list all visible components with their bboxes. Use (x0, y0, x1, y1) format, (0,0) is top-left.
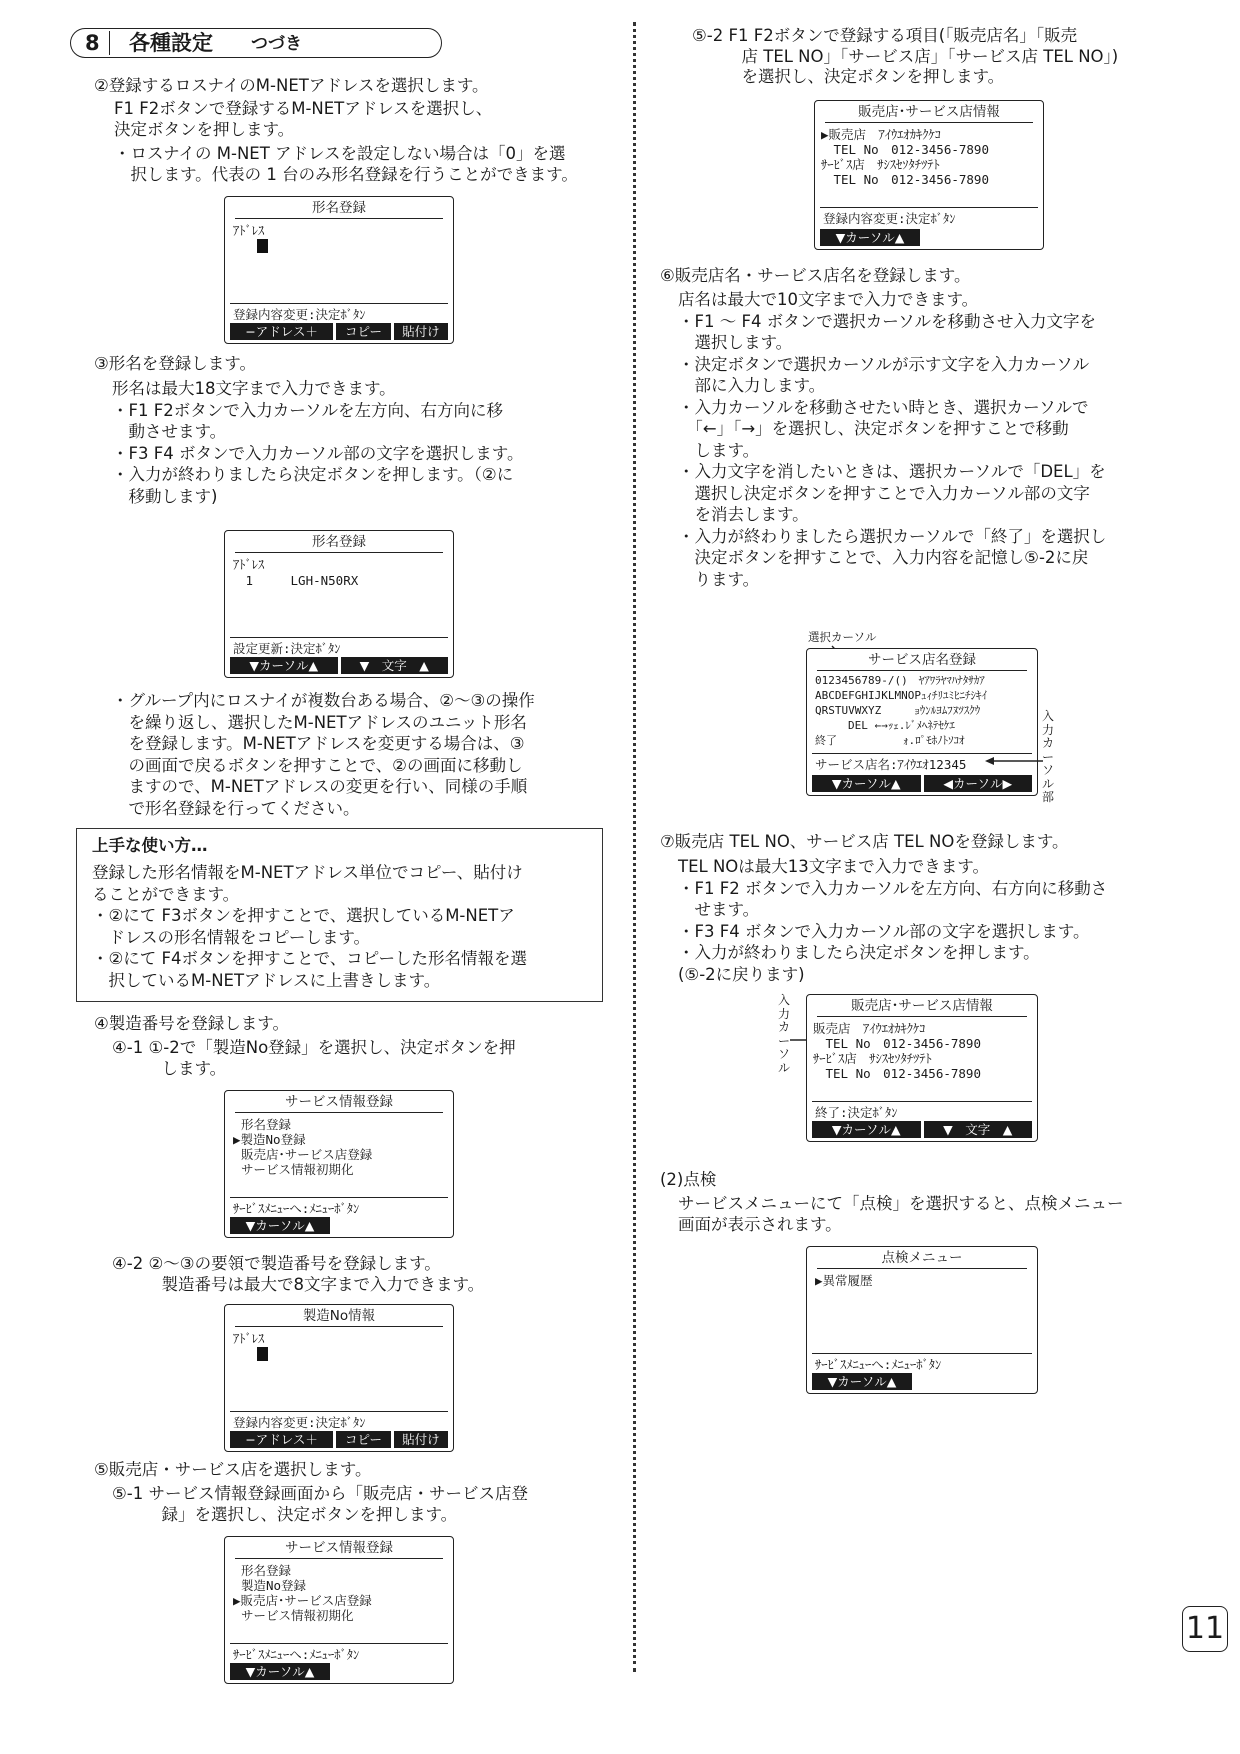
status-divider (820, 207, 1038, 208)
fn-copy-button: コピー (336, 1431, 390, 1448)
service-tel-row: TEL No 012-3456-7890 (813, 1066, 981, 1081)
section-number: 8 (85, 31, 100, 55)
menu-item-error-history: ▶異常履歴 (815, 1273, 873, 1288)
status-divider (230, 1197, 448, 1198)
step-6-body: 店名は最大で10文字まで入力できます。 ・F1 〜 F4 ボタンで選択カーソルを移動させ入力文字を 選択します。 ・決定ボタンで選択カーソルが示す文字を入力カーソル 部に入力します。 ・入力カーソルを移動させたい時とき、選択カーソルで 「←」「→」を選択し、決定ボタンを押すことで移動 します。 ・入力文字を消したいときは、選択カーソルで「DEL」を 選択し決定ボタンを押すことで入力カーソル部の文字 を消去します。 ・入力が終わりましたら選択カーソルで「終了」を選択し 決定ボタンを押すことで、入力内容を記憶し⑤-2に戻 ります。 (678, 290, 1107, 589)
menu-item-model: 形名登録 (241, 1117, 292, 1132)
lcd-service-info-register-dealer (224, 1536, 454, 1684)
lcd-dealer-info-edit (806, 994, 1038, 1142)
step-2-note: ・ロスナイの M-NET アドレスを設定しない場合は「0」を選 択します。代表の 1 台のみ形名登録を行うことができます。 (114, 144, 578, 184)
page-number-text: 11 (1185, 1611, 1225, 1646)
status-divider (230, 1411, 448, 1412)
step-6-heading: ⑥販売店名・サービス店名を登録します。 (660, 266, 971, 285)
section-title: 各種設定 (129, 31, 213, 55)
fn-paste-button: 貼付け (394, 1431, 448, 1448)
fn-char-button: ▼ 文字 ▲ (924, 1121, 1033, 1138)
function-bar (812, 1373, 1032, 1390)
screen-title: サービス情報登録 (235, 1095, 443, 1113)
function-bar (230, 1663, 448, 1680)
charset-row-4: DEL ←→ｯｪ.ﾚﾞﾒﾍﾈﾃｾｹｴ (815, 719, 955, 732)
status-divider (812, 753, 1032, 754)
step-4-2: ④-2 ②〜③の要領で製造番号を登録します。 製造番号は最大で8文字まで入力できます。 (112, 1254, 485, 1294)
fn-copy-button: コピー (336, 323, 390, 340)
status-text: ｻｰﾋﾞｽﾒﾆｭｰへ:ﾒﾆｭｰﾎﾞﾀﾝ (233, 1201, 360, 1216)
screen-title: 形名登録 (235, 201, 443, 219)
charset-row-1: 0123456789-/() ﾔｱﾜﾗﾔﾏﾊﾅﾀｻｶｱ (815, 674, 985, 687)
status-text: 登録内容変更:決定ﾎﾞﾀﾝ (233, 1415, 366, 1430)
lcd-service-name-register (806, 648, 1038, 796)
screen-title: 製造No情報 (235, 1309, 443, 1327)
fn-cursor-updown-button: ▼カーソル▲ (812, 775, 921, 792)
page-number (1182, 1606, 1228, 1652)
fn-address-button: −アドレス＋ (230, 323, 333, 340)
service-name-input: サービス店名:ｱｲｳｴｵ12345 (815, 757, 967, 772)
fn-cursor-button: ▼カーソル▲ (230, 1217, 330, 1234)
fn-address-button: −アドレス＋ (230, 1431, 333, 1448)
status-divider (812, 1101, 1032, 1102)
status-text: 終了:決定ﾎﾞﾀﾝ (815, 1105, 898, 1120)
fn-cursor-button: ▼カーソル▲ (812, 1121, 921, 1138)
lcd-model-register-address (224, 196, 454, 344)
step-3-heading: ③形名を登録します。 (94, 354, 256, 373)
function-bar (230, 657, 448, 674)
menu-item-dealer: 販売店･サービス店登録 (241, 1147, 373, 1162)
screen-title: サービス店名登録 (817, 653, 1027, 671)
status-divider (812, 1353, 1032, 1354)
lcd-service-info-register-serial (224, 1090, 454, 1238)
fn-cursor-leftright-button: ◀カーソル▶ (924, 775, 1033, 792)
section-number-divider (109, 31, 110, 55)
status-text: ｻｰﾋﾞｽﾒﾆｭｰへ:ﾒﾆｭｰﾎﾞﾀﾝ (233, 1647, 360, 1662)
function-bar (820, 229, 1038, 246)
dealer-tel-row: TEL No 012-3456-7890 (813, 1036, 981, 1051)
step-5-1: ⑤-1 サービス情報登録画面から「販売店・サービス店登 録」を選択し、決定ボタンを押します。 (112, 1484, 528, 1524)
function-bar (812, 1121, 1032, 1138)
step-7-heading: ⑦販売店 TEL NO、サービス店 TEL NOを登録します。 (660, 832, 1069, 851)
status-text: 登録内容変更:決定ﾎﾞﾀﾝ (823, 211, 956, 226)
step-2-heading: ②登録するロスナイのM-NETアドレスを選択します。 (94, 76, 489, 95)
fn-cursor-button: ▼カーソル▲ (230, 657, 338, 674)
input-cursor-label: 入力カーソル部 (1042, 709, 1055, 804)
fn-cursor-button: ▼カーソル▲ (812, 1373, 912, 1390)
screen-title: 販売店･サービス店情報 (825, 105, 1033, 123)
group-note: ・グループ内にロスナイが複数台ある場合、②〜③の操作 を繰り返し、選択したM-NETアドレスのユニット形名 を登録します。M-NETアドレスを変更する場合は、③ の画面で戻るボタンを押すことで、②の画面に移動し ますので、M-NETアドレスの変更を行い、同様の手順 で形名登録を行ってください。 (112, 691, 535, 818)
charset-row-2: ABCDEFGHIJKLMNOPｭｨﾁﾘﾕﾐﾋﾆﾁｼｷｲ (815, 689, 987, 702)
step-2-body: F1 F2ボタンで登録するM-NETアドレスを選択し、 決定ボタンを押します。 (114, 99, 493, 139)
step-7-body: TEL NOは最大13文字まで入力できます。 ・F1 F2 ボタンで入力カーソルを左方向、右方向に移動さ せます。 ・F3 F4 ボタンで入力カーソル部の文字を選択します。 ・入力が終わりましたら決定ボタンを押します。 (⑤-2に戻ります) (678, 857, 1108, 984)
function-bar (230, 323, 448, 340)
address-cursor (257, 1347, 268, 1361)
section-2-body: サービスメニューにて「点検」を選択すると、点検メニュー 画面が表示されます。 (678, 1194, 1124, 1234)
dealer-tel-row: TEL No 012-3456-7890 (821, 142, 989, 157)
status-divider (230, 637, 448, 638)
input-cursor-label-2: 入力カーソル (778, 993, 791, 1075)
step-5-2: ⑤-2 F1 F2ボタンで登録する項目(「販売店名」「販売 店 TEL NO」「サービス店」「サービス店 TEL NO」) を選択し、決定ボタンを押します。 (692, 26, 1119, 86)
select-cursor-label: 選択カーソル (808, 630, 877, 644)
address-label: ｱﾄﾞﾚｽ (233, 223, 265, 238)
address-cursor (257, 239, 268, 253)
status-text: 設定更新:決定ﾎﾞﾀﾝ (233, 641, 341, 656)
charset-row-3: QRSTUVWXYZ ｮｳﾝﾙﾖﾑﾌﾇﾂｽｸｳ (815, 704, 981, 717)
screen-title: 販売店･サービス店情報 (817, 999, 1027, 1017)
menu-item-serial: 製造No登録 (241, 1578, 307, 1593)
menu-item-serial: ▶製造No登録 (233, 1132, 306, 1147)
step-3-body: 形名は最大18文字まで入力できます。 ・F1 F2ボタンで入力カーソルを左方向、右方向に移 動させます。 ・F3 F4 ボタンで入力カーソル部の文字を選択します。 ・入力が終わりましたら決定ボタンを押します。（②に 移動します) (112, 379, 524, 506)
service-name-row: ｻｰﾋﾞｽ店 ｻｼｽｾｿﾀﾁﾂﾃﾄ (821, 157, 940, 172)
lcd-serial-info (224, 1304, 454, 1452)
menu-item-init: サービス情報初期化 (241, 1162, 354, 1177)
function-bar (812, 775, 1032, 792)
screen-title: 点検メニュー (817, 1251, 1027, 1269)
fn-cursor-button: ▼カーソル▲ (820, 229, 920, 246)
dealer-name-row: 販売店 ｱｲｳｴｵｶｷｸｹｺ (813, 1021, 926, 1036)
status-text: ｻｰﾋﾞｽﾒﾆｭｰへ:ﾒﾆｭｰﾎﾞﾀﾝ (815, 1357, 942, 1372)
tip-title: 上手な使い方… (92, 836, 208, 855)
lcd-model-register-name (224, 530, 454, 678)
status-text: 登録内容変更:決定ﾎﾞﾀﾝ (233, 307, 366, 322)
charset-row-5: 終了 ｫ.ﾛﾟﾓﾎﾉﾄｿｺｵ (815, 734, 965, 747)
screen-title: 形名登録 (235, 535, 443, 553)
fn-cursor-button: ▼カーソル▲ (230, 1663, 330, 1680)
section-header (70, 28, 442, 58)
step-4-1: ④-1 ①-2で「製造No登録」を選択し、決定ボタンを押 します。 (112, 1038, 516, 1078)
lcd-dealer-info (814, 100, 1044, 250)
section-subtitle: つづき (251, 34, 302, 54)
input-cursor-arrow (985, 755, 1045, 767)
menu-item-init: サービス情報初期化 (241, 1608, 354, 1623)
dealer-name-row: ▶販売店 ｱｲｳｴｵｶｷｸｹｺ (821, 127, 942, 142)
menu-item-model: 形名登録 (241, 1563, 292, 1578)
column-divider (633, 22, 636, 1672)
tip-body: 登録した形名情報をM-NETアドレス単位でコピー、貼付け ることができます。 ・②にて F3ボタンを押すことで、選択しているM-NETア ドレスの形名情報をコピーします。 ・②にて F4ボタンを押すことで、コピーした形名情報を選 択しているM-NETアドレスに上書きします。 (92, 863, 528, 990)
model-name-value: 1 LGH-N50RX (233, 573, 359, 588)
menu-item-dealer: ▶販売店･サービス店登録 (233, 1593, 372, 1608)
function-bar (230, 1431, 448, 1448)
status-divider (230, 303, 448, 304)
section-2-heading: (2)点検 (660, 1170, 717, 1189)
lcd-check-menu (806, 1246, 1038, 1394)
screen-title: サービス情報登録 (235, 1541, 443, 1559)
fn-paste-button: 貼付け (394, 323, 448, 340)
service-name-row: ｻｰﾋﾞｽ店 ｻｼｽｾｿﾀﾁﾂﾃﾄ (813, 1051, 932, 1066)
step-5-heading: ⑤販売店・サービス店を選択します。 (94, 1460, 372, 1479)
service-tel-row: TEL No 012-3456-7890 (821, 172, 989, 187)
function-bar (230, 1217, 448, 1234)
step-4-heading: ④製造番号を登録します。 (94, 1014, 289, 1033)
fn-char-button: ▼ 文字 ▲ (341, 657, 449, 674)
address-label: ｱﾄﾞﾚｽ (233, 557, 265, 572)
address-label: ｱﾄﾞﾚｽ (233, 1331, 265, 1346)
status-divider (230, 1643, 448, 1644)
